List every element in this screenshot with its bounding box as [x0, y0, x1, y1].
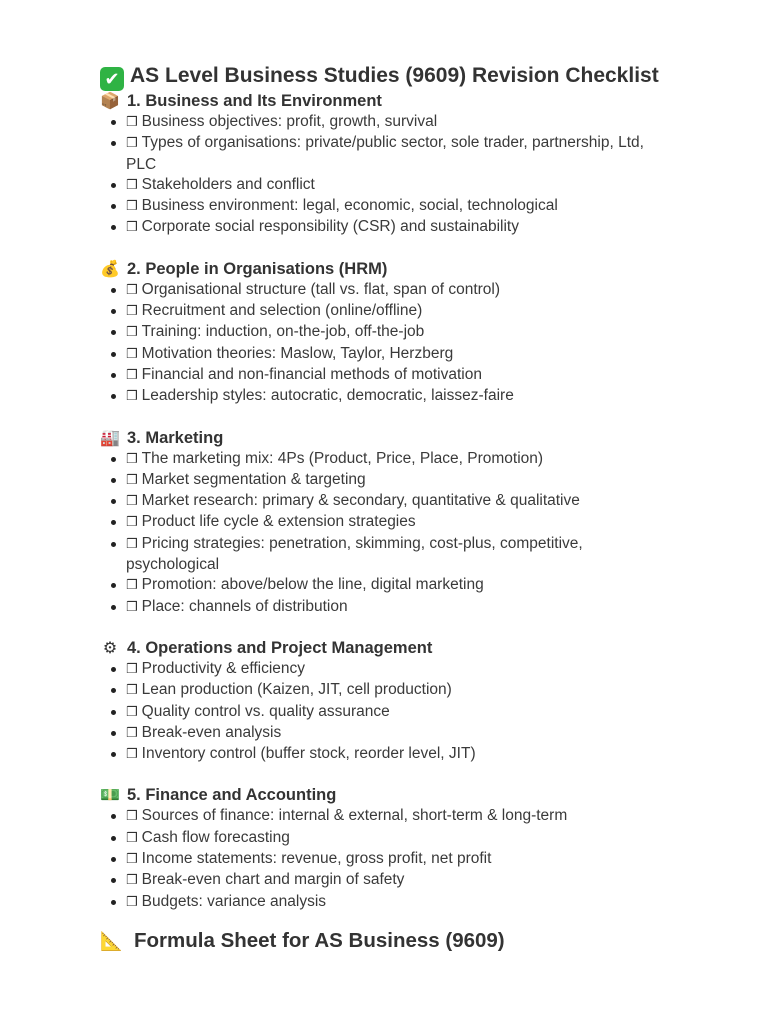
checkbox-icon[interactable]: ❒: [126, 873, 138, 889]
checklist-item-text: Inventory control (buffer stock, reorder level, JIT): [141, 745, 476, 763]
checklist-item: [100, 723, 660, 744]
section-1: [100, 91, 660, 239]
checklist-item: [100, 217, 660, 238]
checklist-item: [100, 702, 660, 723]
checklist-item-text: Financial and non-financial methods of motivation: [141, 365, 482, 383]
page-title-text: AS Level Business Studies (9609) Revision Checklist: [130, 64, 659, 87]
section-heading: [100, 91, 660, 112]
checkbox-icon[interactable]: ❒: [126, 282, 138, 298]
checklist-items: [100, 659, 660, 765]
checkbox-icon[interactable]: ❒: [126, 325, 138, 341]
checklist-item-text: Budgets: variance analysis: [141, 892, 327, 910]
checklist-items: [100, 806, 660, 912]
checklist-item-text: Business environment: legal, economic, social, technological: [141, 197, 558, 215]
checklist-item-text: Product life cycle & extension strategies: [141, 513, 416, 531]
checklist-item: [100, 196, 660, 217]
checkbox-icon[interactable]: ❒: [126, 661, 138, 677]
checklist-item-text: Market research: primary & secondary, quantitative & qualitative: [141, 492, 580, 510]
checklist-item-text: Place: channels of distribution: [141, 597, 348, 615]
checklist-item-text: Recruitment and selection (online/offline): [141, 302, 423, 320]
checklist-item-text: Lean production (Kaizen, JIT, cell production): [141, 681, 452, 699]
checklist-item-text: Stakeholders and conflict: [141, 175, 315, 193]
section-title-text: 1. Business and Its Environment: [127, 92, 382, 110]
checklist-item-text: Organisational structure (tall vs. flat, span of control): [141, 280, 501, 298]
checklist-item: [100, 365, 660, 386]
checklist-item-text: Business objectives: profit, growth, survival: [141, 113, 438, 130]
section-heading: [100, 638, 660, 659]
checklist-item: [100, 175, 660, 196]
checklist-item: [100, 828, 660, 849]
section-4: [100, 638, 660, 765]
checkbox-icon[interactable]: ❒: [126, 852, 138, 868]
money-bag-icon: 💰: [100, 260, 120, 278]
formula-sheet-heading: [100, 928, 505, 954]
checklist-item: [100, 659, 660, 680]
checklist-item: [100, 806, 660, 827]
checklist-item: [100, 449, 660, 470]
checklist-item: [100, 344, 660, 365]
check-mark-icon: ✔: [100, 67, 124, 91]
checklist-item-text: Motivation theories: Maslow, Taylor, Herzberg: [141, 344, 454, 362]
checklist-item: [100, 301, 660, 322]
checklist-item-text: Break-even analysis: [141, 723, 282, 741]
triangular-ruler-icon: 📐: [100, 931, 123, 951]
checkbox-icon[interactable]: ❒: [126, 220, 138, 236]
checklist-item-text: Quality control vs. quality assurance: [141, 702, 390, 720]
checklist-item-text: Types of organisations: private/public sector, sole trader, partnership, Ltd, PLC: [126, 134, 644, 173]
section-title-text: 5. Finance and Accounting: [127, 786, 337, 805]
section-title-text: 4. Operations and Project Management: [127, 638, 433, 657]
checklist-item: [100, 133, 660, 175]
section-heading: [100, 785, 660, 806]
checkbox-icon[interactable]: ❒: [126, 683, 138, 699]
checklist-item-text: Market segmentation & targeting: [141, 470, 366, 488]
checkbox-icon[interactable]: ❒: [126, 136, 138, 152]
section-heading: [100, 259, 660, 280]
checklist-item: [100, 870, 660, 891]
checkbox-icon[interactable]: ❒: [126, 451, 138, 467]
checklist-item-text: Leadership styles: autocratic, democratic, laissez-faire: [141, 387, 514, 405]
checkbox-icon[interactable]: ❒: [126, 704, 138, 720]
checklist-items: [100, 449, 660, 618]
checkbox-icon[interactable]: ❒: [126, 199, 138, 215]
checkbox-icon[interactable]: ❒: [126, 599, 138, 615]
formula-sheet-title: Formula Sheet for AS Business (9609): [134, 929, 505, 952]
checkbox-icon[interactable]: ❒: [126, 894, 138, 910]
checkbox-icon[interactable]: ❒: [126, 515, 138, 531]
checklist-item: [100, 491, 660, 512]
checklist-item: [100, 597, 660, 618]
checkbox-icon[interactable]: ❒: [126, 472, 138, 488]
checklist-item-text: Productivity & efficiency: [141, 659, 306, 677]
checklist-item-text: Cash flow forecasting: [141, 828, 290, 846]
checklist-items: [100, 112, 660, 239]
package-icon: 📦: [100, 93, 120, 110]
checklist-item-text: Corporate social responsibility (CSR) and sustainability: [141, 218, 519, 236]
revision-checklist: [100, 64, 660, 913]
checklist-item-text: Pricing strategies: penetration, skimming, cost-plus, competitive, psychological: [126, 534, 583, 574]
checklist-item-text: The marketing mix: 4Ps (Product, Price, Place, Promotion): [141, 449, 544, 467]
checkbox-icon[interactable]: ❒: [126, 536, 138, 552]
gear-icon: ⚙: [102, 639, 118, 657]
checkbox-icon[interactable]: ❒: [126, 115, 138, 130]
section-2: [100, 259, 660, 408]
checkbox-icon[interactable]: ❒: [126, 725, 138, 741]
section-title-text: 3. Marketing: [127, 428, 224, 447]
checkbox-icon[interactable]: ❒: [126, 177, 138, 193]
checklist-item: [100, 280, 660, 301]
checklist-item: [100, 849, 660, 870]
checklist-item: [100, 744, 660, 765]
checklist-item: [100, 470, 660, 491]
checkbox-icon[interactable]: ❒: [126, 367, 138, 383]
checklist-item: [100, 892, 660, 913]
checklist-item-text: Promotion: above/below the line, digital marketing: [141, 576, 484, 594]
checkbox-icon[interactable]: ❒: [126, 494, 138, 510]
checklist-item-text: Sources of finance: internal & external, short-term & long-term: [141, 807, 568, 825]
checklist-item: [100, 575, 660, 596]
checklist-item-text: Training: induction, on-the-job, off-the-job: [141, 323, 425, 341]
banknote-icon: 💵: [100, 787, 120, 805]
section-title-text: 2. People in Organisations (HRM): [127, 259, 388, 278]
checklist-item: [100, 386, 660, 407]
checklist-item: [100, 512, 660, 533]
factory-icon: 🏭: [100, 429, 120, 447]
section-heading: [100, 428, 660, 449]
section-3: [100, 428, 660, 618]
checkbox-icon[interactable]: ❒: [126, 809, 138, 825]
checklist-item: [100, 534, 660, 576]
checklist-item: [100, 112, 660, 133]
checklist-item-text: Income statements: revenue, gross profit, net profit: [141, 850, 492, 868]
checkbox-icon[interactable]: ❒: [126, 304, 138, 320]
checkbox-icon[interactable]: ❒: [126, 830, 138, 846]
checklist-items: [100, 280, 660, 408]
checkbox-icon[interactable]: ❒: [126, 346, 138, 362]
checkbox-icon[interactable]: ❒: [126, 747, 138, 763]
checklist-item: [100, 322, 660, 343]
checkbox-icon[interactable]: ❒: [126, 389, 138, 405]
checklist-sections: [100, 91, 660, 913]
page-title: [100, 64, 660, 91]
checkbox-icon[interactable]: ❒: [126, 578, 138, 594]
checklist-item: [100, 680, 660, 701]
checklist-item-text: Break-even chart and margin of safety: [141, 871, 405, 889]
section-5: [100, 785, 660, 912]
